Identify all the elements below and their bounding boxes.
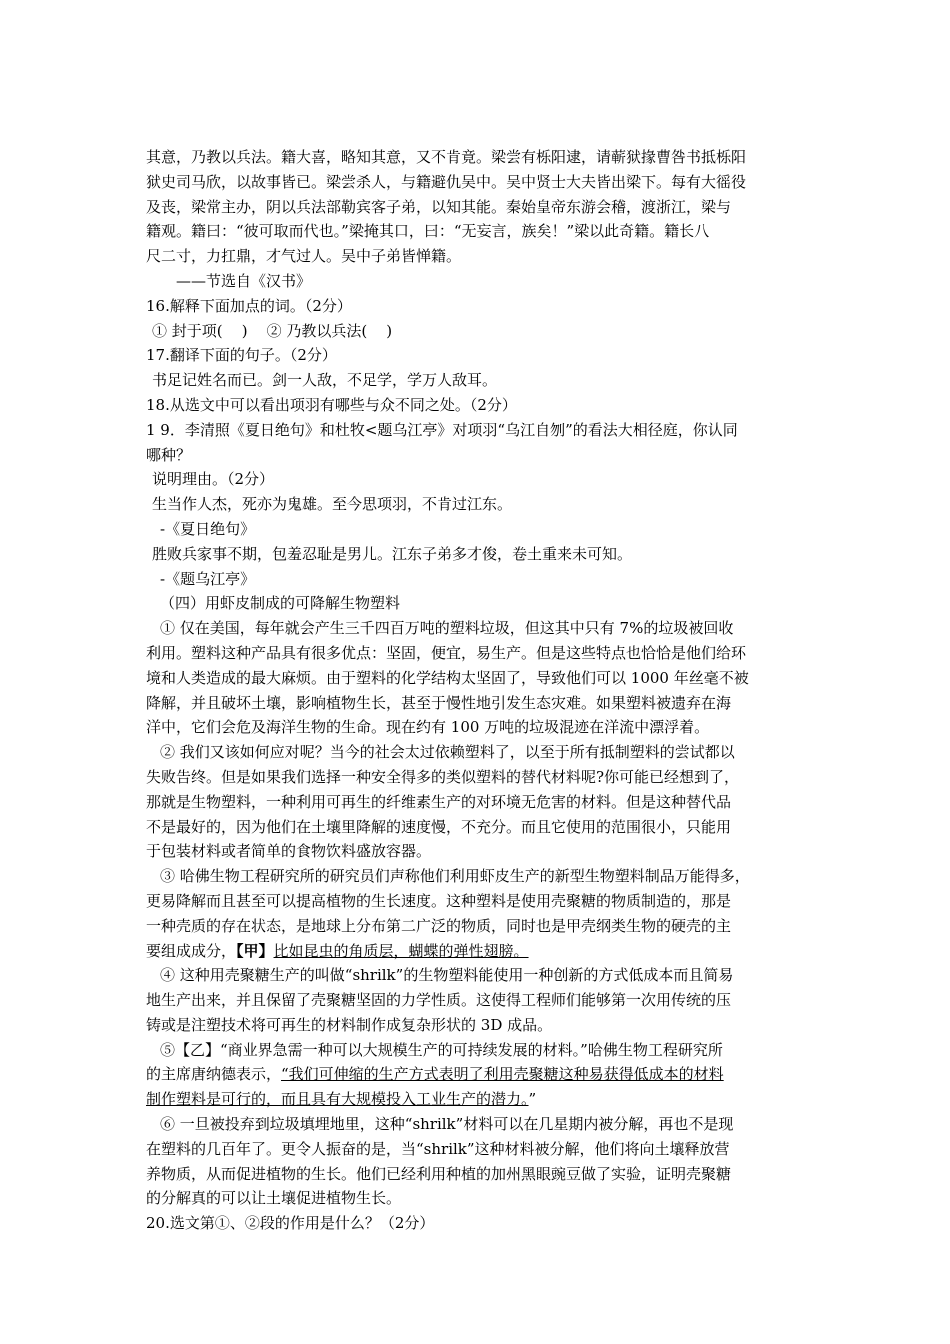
para-2-line: ② 我们又该如何应对呢？当今的社会太过依赖塑料了，以至于所有抵制塑料的尝试都以	[160, 743, 735, 762]
para-2-line: 那就是生物塑料，一种利用可再生的纤维素生产的对环境无危害的材料。但是这种替代品	[146, 792, 732, 811]
passage-4-title: （四）用虾皮制成的可降解生物塑料	[160, 594, 401, 613]
passage-line: 尺二寸，力扛鼎，才气过人。吴中子弟皆惮籍。	[146, 247, 462, 266]
question-19-cont: 哪种？	[146, 445, 192, 464]
para-1-line: 境和人类造成的最大麻烦。由于塑料的化学结构太坚固了，导致他们可以 1000 年丝毫不被	[146, 668, 749, 687]
underlined-quote-yi: “我们可伸缩的生产方式表明了利用壳聚糖这种易获得低成本的材料	[281, 1065, 724, 1084]
para-4-line: 铸或是注塑技术将可再生的材料制作成复杂形状的 3D 成品。	[146, 1015, 553, 1034]
passage-line: 及丧，梁常主办，阴以兵法部勒宾客子弟，以知其能。秦始皇帝东游会稽，渡浙江，梁与	[146, 197, 732, 216]
question-16: 16.解释下面加点的词。（2分）	[146, 296, 352, 315]
underlined-sentence-jia: 比如昆虫的角质层，蝴蝶的弹性翅膀。	[273, 941, 529, 960]
question-17: 17.翻译下面的句子。（2分）	[146, 346, 337, 365]
question-18: 18.从选文中可以看出项羽有哪些与众不同之处。（2分）	[146, 395, 517, 414]
para-5-line	[146, 1087, 814, 1112]
underlined-quote-yi: 制作塑料是可行的，而且具有大规模投入工业生产的潜力。	[146, 1090, 529, 1109]
para-4-line: 地生产出来，并且保留了壳聚糖坚固的力学性质。这使得工程师们能够第一次用传统的压	[146, 991, 732, 1010]
para-1-line: 利用。塑料这种产品具有很多优点：坚固，便宜，易生产。但是这些特点也恰恰是他们给环	[146, 643, 747, 662]
para-6-line: 养物质，从而促进植物的生长。他们已经利用种植的加州黑眼豌豆做了实验，证明壳聚糖	[146, 1164, 732, 1183]
para-3-line	[146, 939, 814, 964]
para-1-line: ① 仅在美国，每年就会产生三千四百万吨的塑料垃圾，但这其中只有 7%的垃圾被回收	[160, 619, 734, 638]
poem-2: 胜败兵家事不期，包羞忍耻是男儿。江东子弟多才俊，卷土重来未可知。	[152, 544, 633, 563]
question-19-cont: 说明理由。（2分）	[152, 470, 275, 489]
para-2-line: 不是最好的，因为他们在土壤里降解的速度慢，不充分。而且它使用的范围很小，只能用	[146, 817, 732, 836]
poem-1: 生当作人杰，死亦为鬼雄。至今思项羽，不肯过江东。	[152, 495, 513, 514]
para-2-line: 失败告终。但是如果我们选择一种安全得多的类似塑料的替代材料呢?你可能已经想到了，	[146, 767, 740, 786]
para-1-line: 降解，并且破坏土壤，影响植物生长，甚至于慢性地引发生态灾难。如果塑料被遗弃在海	[146, 693, 732, 712]
para-3-line: 更易降解而且甚至可以提高植物的生长速度。这种塑料是使用壳聚糖的物质制造的，那是	[146, 891, 732, 910]
question-16-items: ① 封于项( ) ② 乃教以兵法( )	[152, 321, 393, 340]
question-19: 1 9．李清照《夏日绝句》和杜牧<题乌江亭》对项羽“乌江自刎”的看法大相径庭，你认同	[146, 420, 738, 439]
para-1-line: 洋中，它们会危及海洋生物的生命。现在约有 100 万吨的垃圾混迹在洋流中漂浮着。	[146, 718, 710, 737]
para-6-line: ⑥ 一旦被投弃到垃圾填埋地里，这种“shrilk”材料可以在几星期内被分解，再也不是现	[160, 1115, 734, 1134]
para-5-text: 的主席唐纳德表示，	[146, 1065, 282, 1084]
mark-jia: 【甲】	[236, 941, 274, 960]
passage-line: 籍观。籍曰：“彼可取而代也。”梁掩其口，曰：“无妄言，族矣！”梁以此奇籍。籍长八	[146, 222, 710, 241]
poem-2-source: -《题乌江亭》	[160, 569, 256, 588]
passage-source: ——节选自《汉书》	[176, 271, 312, 290]
para-5-line: ⑤【乙】“商业界急需一种可以大规模生产的可持续发展的材料。”哈佛生物工程研究所	[160, 1040, 723, 1059]
poem-1-source: -《夏日绝句》	[160, 519, 256, 538]
para-6-line: 在塑料的几百年了。更令人振奋的是，当“shrilk”这种材料被分解，他们将向土壤释放营	[146, 1139, 730, 1158]
passage-line: 狱史司马欣，以故事皆已。梁尝杀人，与籍避仇吴中。吴中贤士大夫皆出梁下。每有大徭役	[146, 172, 747, 191]
para-3-line: ③ 哈佛生物工程研究所的研究员们声称他们利用虾皮生产的新型生物塑料制品万能得多，	[160, 867, 750, 886]
document-page	[146, 145, 814, 1236]
para-4-line: ④ 这种用壳聚糖生产的叫做“shrilk”的生物塑料能使用一种创新的方式低成本而且简易	[160, 966, 734, 985]
para-5-text: ”	[528, 1090, 537, 1109]
para-6-line: 的分解真的可以让土壤促进植物生长。	[146, 1189, 402, 1208]
passage-line: 其意，乃教以兵法。籍大喜，略知其意，又不肯竟。梁尝有栎阳逮，请蕲狱掾曹咎书抵栎阳	[146, 148, 747, 166]
para-3-line: 一种壳质的存在状态，是地球上分布第二广泛的物质，同时也是甲壳纲类生物的硬壳的主	[146, 916, 732, 935]
para-5-line	[146, 1062, 814, 1087]
question-20: 20.选文第①、②段的作用是什么？（2分）	[146, 1214, 435, 1233]
para-3-text: 要组成成分，	[146, 941, 237, 960]
para-2-line: 于包装材料或者简单的食物饮料盛放容器。	[146, 842, 432, 861]
question-17-sentence: 书足记姓名而已。剑一人敌，不足学，学万人敌耳。	[152, 371, 498, 390]
